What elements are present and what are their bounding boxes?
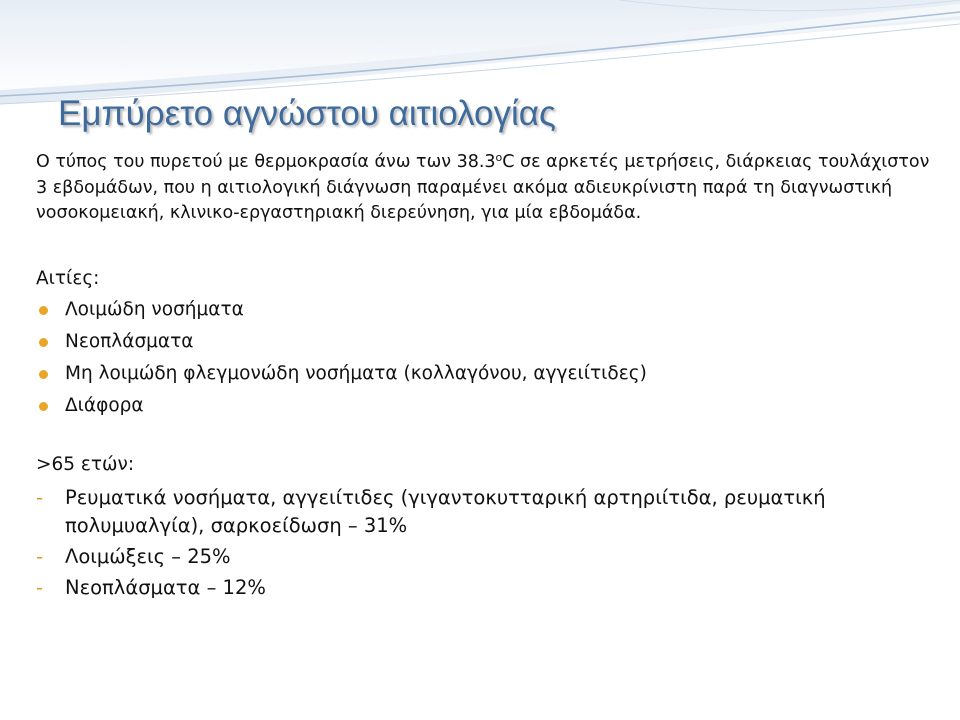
bullet-dot-icon xyxy=(39,370,48,379)
definition-paragraph xyxy=(36,150,936,227)
slide-title: Εμπύρετο αγνώστου αιτιολογίας xyxy=(58,94,556,133)
cause-text: Λοιμώδη νοσήματα xyxy=(65,298,244,320)
dash-marker: - xyxy=(36,485,44,509)
elderly-cause-text: Λοιμώξεις – 25% xyxy=(65,544,231,568)
definition-text-start: Ο τύπος του πυρετού με θερμοκρασία άνω των 38.3 xyxy=(36,152,496,172)
causes-list xyxy=(36,294,936,422)
elderly-cause-item xyxy=(36,484,936,540)
bullet-dot-icon xyxy=(39,402,48,411)
cause-item xyxy=(36,390,936,422)
degree-superscript: ο xyxy=(495,151,503,164)
cause-item xyxy=(36,358,936,390)
elderly-label: >65 ετών: xyxy=(36,453,135,475)
dash-marker: - xyxy=(36,544,44,568)
cause-text: Νεοπλάσματα xyxy=(65,330,194,352)
dash-marker: - xyxy=(36,575,44,599)
bullet-dot-icon xyxy=(39,306,48,315)
elderly-cause-item xyxy=(36,574,936,602)
definition-text-end: C σε αρκετές μετρήσεις, διάρκειας τουλάχιστον 3 εβδομάδων, που η αιτιολογική διάγνωση παραμένει ακόμα αδιευκρίνιστη παρά τη διαγνωστική νοσοκομειακή, κλινικο-εργαστηριακή διερεύνηση, για μία εβδομάδα. xyxy=(36,152,930,223)
cause-text: Μη λοιμώδη φλεγμονώδη νοσήματα (κολλαγόνου, αγγειίτιδες) xyxy=(65,362,647,384)
elderly-causes-list xyxy=(36,484,936,602)
causes-label: Αιτίες: xyxy=(36,267,100,289)
bullet-dot-icon xyxy=(39,338,48,347)
cause-item xyxy=(36,294,936,326)
elderly-cause-text: Ρευματικά νοσήματα, αγγειίτιδες (γιγαντοκυτταρική αρτηριίτιδα, ρευματική πολυμυαλγία), σαρκοείδωση – 31% xyxy=(65,485,826,537)
elderly-cause-text: Νεοπλάσματα – 12% xyxy=(65,575,266,599)
slide-body xyxy=(36,150,936,605)
cause-item xyxy=(36,326,936,358)
elderly-cause-item xyxy=(36,543,936,571)
cause-text: Διάφορα xyxy=(65,394,144,416)
